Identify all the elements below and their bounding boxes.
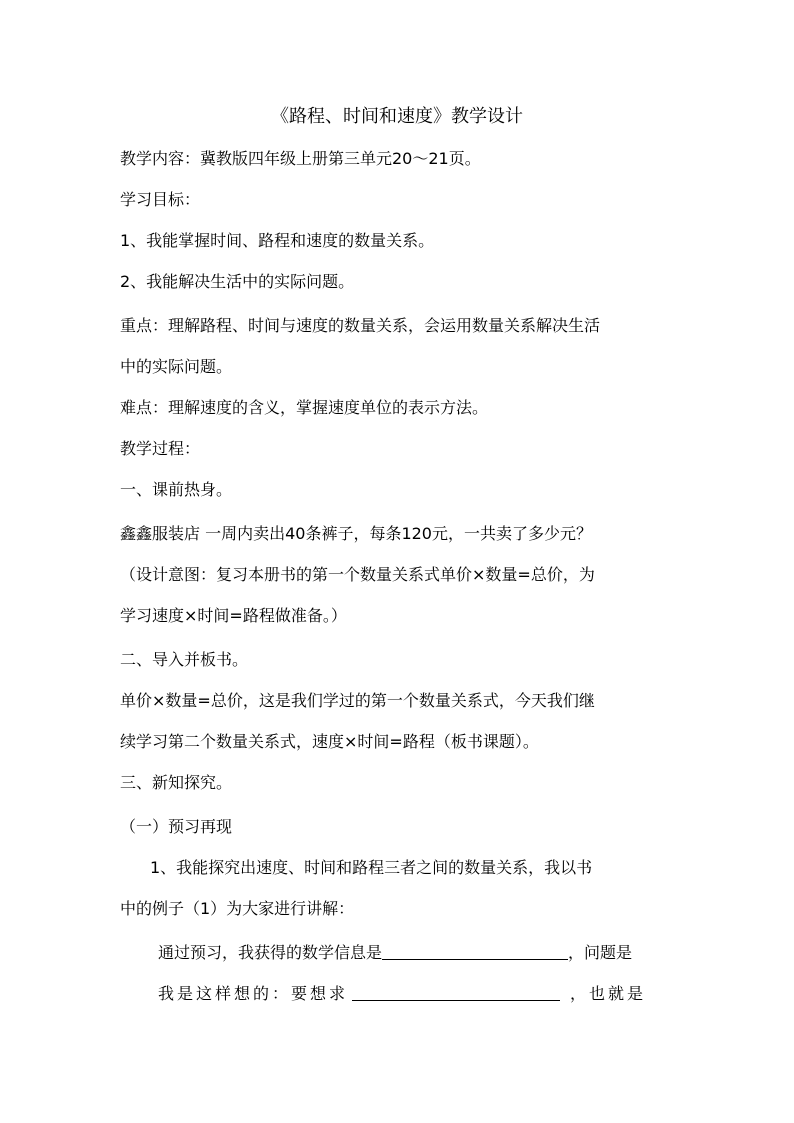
learning-goals-heading: 学习目标： — [120, 190, 201, 209]
difficulty-point: 难点：理解速度的含义，掌握速度单位的表示方法。 — [120, 398, 489, 417]
fill-blank-2-prefix: 我是这样想的：要想求 — [158, 984, 349, 1003]
fill-blank-2-suffix: ，也就是 — [570, 984, 647, 1003]
fill-blank-1-prefix: 通过预习，我获得的数学信息是 — [158, 943, 383, 962]
section-explore-heading: 三、新知探究。 — [120, 773, 233, 792]
subsection-preview-heading: （一）预习再现 — [120, 817, 233, 836]
fill-blank-line-2 — [158, 982, 718, 1006]
section-intro-heading: 二、导入并板书。 — [120, 650, 249, 669]
key-point-line-2: 中的实际问题。 — [120, 357, 233, 376]
goal-item-2: 2、我能解决生活中的实际问题。 — [120, 272, 355, 291]
fill-blank-1-suffix: ，问题是 — [568, 943, 633, 962]
intro-paragraph-line-1: 单价×数量=总价，这是我们学过的第一个数量关系式，今天我们继 — [120, 691, 595, 710]
design-intent-line-1: （设计意图：复习本册书的第一个数量关系式单价×数量=总价，为 — [120, 565, 595, 584]
explore-item-line-1: 1、我能探究出速度、时间和路程三者之间的数量关系，我以书 — [150, 858, 593, 877]
document-title: 《路程、时间和速度》教学设计 — [271, 106, 523, 127]
explore-item-line-2: 中的例子（1）为大家进行讲解： — [120, 899, 355, 918]
fill-blank-2[interactable] — [352, 982, 560, 1001]
warmup-problem: 鑫鑫服装店 一周内卖出40条裤子，每条120元，一共卖了多少元？ — [120, 524, 592, 543]
key-point-line-1: 重点：理解路程、时间与速度的数量关系，会运用数量关系解决生活 — [120, 316, 601, 335]
teaching-process-heading: 教学过程： — [120, 439, 201, 458]
goal-item-1: 1、我能掌握时间、路程和速度的数量关系。 — [120, 231, 435, 250]
fill-blank-line-1 — [158, 941, 718, 965]
fill-blank-1[interactable] — [382, 941, 568, 960]
teaching-content: 教学内容：冀教版四年级上册第三单元20～21页。 — [120, 149, 481, 168]
intro-paragraph-line-2: 续学习第二个数量关系式，速度×时间=路程（板书课题）。 — [120, 732, 539, 751]
section-warmup-heading: 一、课前热身。 — [120, 480, 233, 499]
design-intent-line-2: 学习速度×时间=路程做准备。） — [120, 606, 347, 625]
